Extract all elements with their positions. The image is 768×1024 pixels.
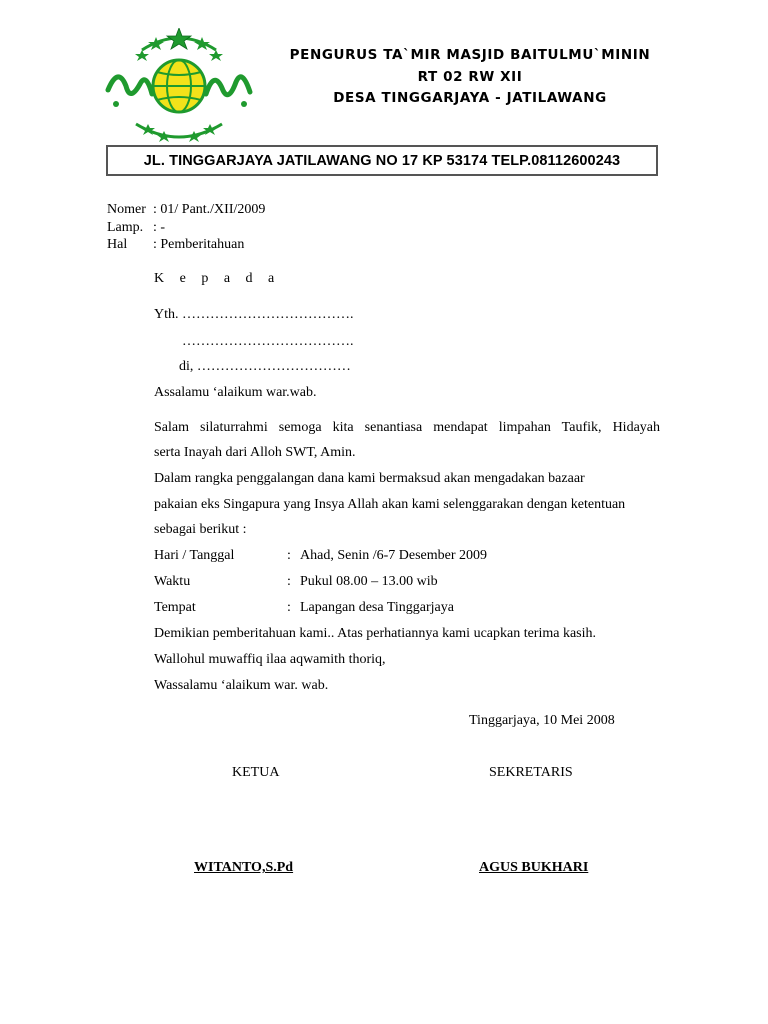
address-box [106, 145, 658, 176]
hal-value: : Pemberitahuan [153, 237, 245, 252]
para1-line1: Salam silaturrahmi semoga kita senantiasa mendapat limpahan Taufik, Hidayah [154, 420, 660, 435]
event-day-value: Ahad, Senin /6-7 Desember 2009 [300, 548, 488, 563]
recipient-di: di, …………………………… [179, 359, 351, 374]
recipient-yth: Yth. ………………………………. [154, 307, 354, 322]
event-place-label: Tempat [154, 600, 196, 615]
organization-village: DESA TINGGARJAYA - JATILAWANG [333, 90, 607, 106]
para2-line2: pakaian eks Singapura yang Insya Allah akan kami selenggarakan dengan ketentuan [154, 497, 626, 512]
para1-line2: serta Inayah dari Alloh SWT, Amin. [154, 445, 356, 460]
para2-line1: Dalam rangka penggalangan dana kami bermaksud akan mengadakan bazaar [154, 471, 585, 486]
hal-label: Hal [107, 237, 128, 252]
para2-line3: sebagai berikut : [154, 522, 247, 537]
closing-line1: Demikian pemberitahuan kami.. Atas perhatiannya kami ucapkan terima kasih. [154, 626, 597, 641]
event-day-label: Hari / Tanggal [154, 548, 235, 563]
nomer-value: : 01/ Pant./XII/2009 [153, 202, 266, 217]
event-day-colon: : [287, 548, 291, 563]
address-text: JL. TINGGARJAYA JATILAWANG NO 17 KP 53174 TELP.08112600243 [143, 153, 621, 169]
ketua-title: KETUA [232, 765, 280, 780]
sekretaris-title: SEKRETARIS [489, 765, 573, 780]
event-time-value: Pukul 08.00 – 13.00 wib [300, 574, 438, 589]
recipient-line2: ………………………………. [182, 334, 354, 349]
ketua-name: WITANTO,S.Pd [194, 860, 294, 875]
event-time-colon: : [287, 574, 291, 589]
lamp-label: Lamp. [107, 220, 144, 235]
lamp-value: : - [153, 220, 166, 235]
organization-name: PENGURUS TA`MIR MASJID BAITULMU`MININ [289, 47, 651, 63]
closing-line3: Wassalamu ‘alaikum war. wab. [154, 678, 329, 693]
organization-rt-rw: RT 02 RW XII [417, 69, 523, 85]
kepada-label: K e p a d a [154, 271, 281, 286]
nomer-label: Nomer [107, 202, 146, 217]
event-time-label: Waktu [154, 574, 191, 589]
event-place-value: Lapangan desa Tinggarjaya [300, 600, 454, 615]
organization-logo [104, 28, 254, 146]
greeting: Assalamu ‘alaikum war.wab. [154, 385, 317, 400]
sekretaris-name: AGUS BUKHARI [479, 860, 589, 875]
closing-line2: Wallohul muwaffiq ilaa aqwamith thoriq, [154, 652, 386, 667]
event-place-colon: : [287, 600, 291, 615]
place-date: Tinggarjaya, 10 Mei 2008 [469, 713, 615, 728]
